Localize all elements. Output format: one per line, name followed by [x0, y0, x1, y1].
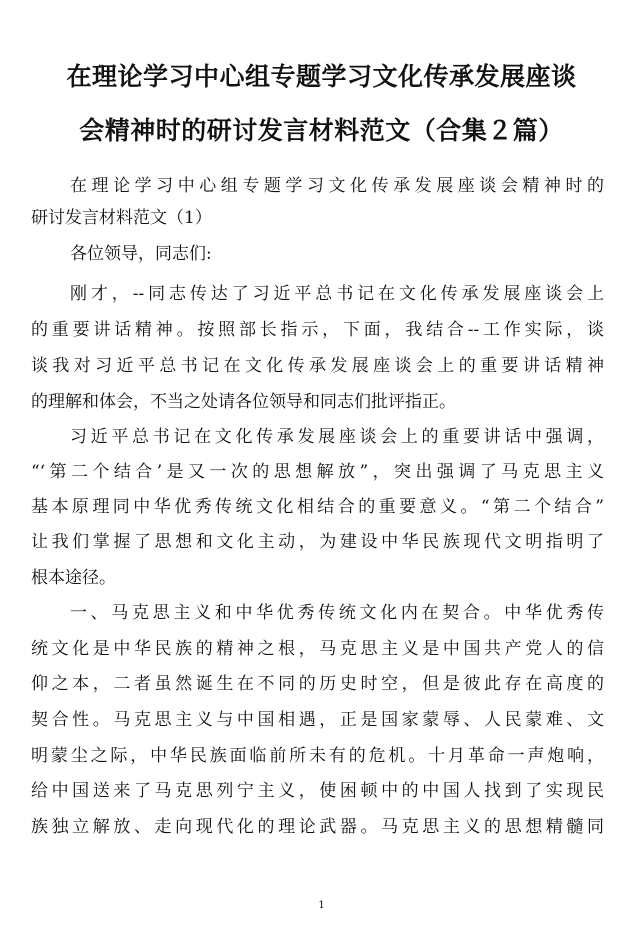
salutation: 各位领导，同志们: — [70, 244, 212, 264]
paragraph-2-line-1: 习近平总书记在文化传承发展座谈会上的重要讲话中强调， — [70, 427, 604, 447]
document-title-line-2: 会精神时的研讨发言材料范文（合集２篇） — [79, 116, 564, 145]
paragraph-2-line-3: 基本原理同中华优秀传统文化相结合的重要意义。“第二个结合” — [31, 497, 604, 517]
subtitle-line-2: 研讨发言材料范文（1） — [31, 208, 212, 228]
page-number: 1 — [318, 900, 325, 911]
paragraph-1-line-3: 谈我对习近平总书记在文化传承发展座谈会上的重要讲话精神 — [31, 356, 604, 376]
subtitle-line-1: 在理论学习中心组专题学习文化传承发展座谈会精神时的 — [70, 176, 604, 196]
paragraph-3-line-7: 族独立解放、走向现代化的理论武器。马克思主义的思想精髓同 — [31, 817, 604, 837]
paragraph-3-line-2: 统文化是中华民族的精神之根，马克思主义是中国共产党人的信 — [31, 639, 604, 659]
paragraph-3-line-4: 契合性。马克思主义与中国相遇，正是国家蒙辱、人民蒙难、文 — [31, 710, 604, 730]
paragraph-3-line-5: 明蒙尘之际，中华民族面临前所未有的危机。十月革命一声炮响， — [31, 746, 604, 766]
paragraph-3-line-6: 给中国送来了马克思列宁主义，使困顿中的中国人找到了实现民 — [31, 781, 604, 801]
paragraph-3-line-1: 一、马克思主义和中华优秀传统文化内在契合。中华优秀传 — [70, 603, 604, 623]
document-title-line-1: 在理论学习中心组专题学习文化传承发展座谈 — [66, 62, 577, 91]
paragraph-2-line-4: 让我们掌握了思想和文化主动，为建设中华民族现代文明指明了 — [31, 532, 604, 552]
paragraph-2-line-2: “‘第二个结合’是又一次的思想解放”，突出强调了马克思主义 — [31, 462, 604, 482]
paragraph-1-line-4: 的理解和体会，不当之处请各位领导和同志们批评指正。 — [31, 392, 456, 412]
paragraph-2-line-5: 根本途径。 — [31, 568, 116, 588]
paragraph-3-line-3: 仰之本，二者虽然诞生在不同的历史时空，但是彼此存在高度的 — [31, 674, 604, 694]
paragraph-1-line-1: 刚才，--同志传达了习近平总书记在文化传承发展座谈会上 — [70, 284, 604, 304]
paragraph-1-line-2: 的重要讲话精神。按照部长指示，下面，我结合--工作实际，谈 — [31, 320, 604, 340]
